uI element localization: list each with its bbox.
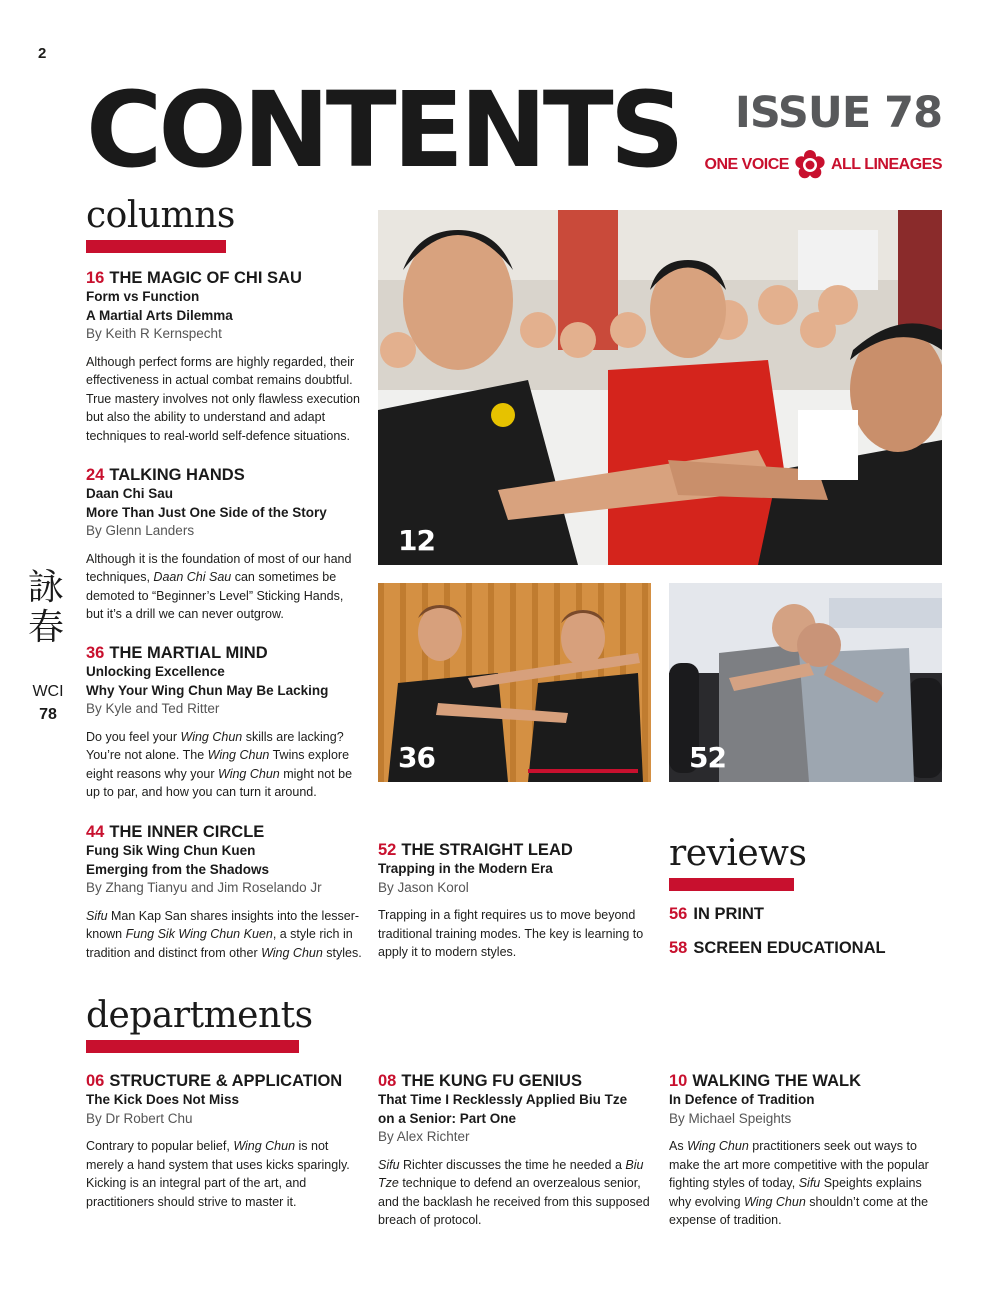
article-subtitle: Unlocking Excellence — [86, 664, 225, 679]
article-title: THE MAGIC OF CHI SAU — [109, 269, 302, 287]
article-summary: Do you feel your Wing Chun skills are lacking? You’re not alone. The Wing Chun Twins explore eight reasons why your Wing Chun might not be up to par, and how you can turn it around. — [86, 729, 353, 799]
article-08[interactable] — [378, 1071, 654, 1230]
article-24[interactable] — [86, 465, 362, 624]
article-subtitle: A Martial Arts Dilemma — [86, 307, 233, 323]
glyph-chun: 春 — [27, 607, 64, 648]
article-heading — [86, 268, 362, 288]
tagline-left: ONE VOICE — [704, 156, 789, 173]
departments-label: departments — [86, 995, 313, 1036]
photo-group-training[interactable] — [378, 210, 942, 565]
article-author: By Zhang Tianyu and Jim Roselando Jr — [86, 880, 322, 895]
article-author: By Keith R Kernspecht — [86, 326, 222, 341]
columns-section-header — [86, 195, 235, 253]
side-issue-number: 78 — [39, 706, 57, 723]
article-subtitle: Why Your Wing Chun May Be Lacking — [86, 682, 329, 698]
article-heading — [86, 465, 362, 485]
columns-label: columns — [86, 195, 235, 236]
article-page-number: 24 — [86, 466, 105, 484]
article-page-number: 52 — [378, 841, 397, 859]
article-subtitle: Trapping in the Modern Era — [378, 861, 553, 876]
article-page-number: 10 — [669, 1072, 688, 1090]
article-subtitle: Daan Chi Sau — [86, 486, 174, 501]
article-16[interactable] — [86, 268, 362, 445]
article-summary: Contrary to popular belief, Wing Chun is not merely a hand system that uses kicks sparingly. Kicking is an integral part of the art, and practitioners should strive to master it. — [86, 1139, 350, 1209]
review-title: SCREEN EDUCATIONAL — [693, 939, 886, 957]
article-author: By Glenn Landers — [86, 523, 195, 538]
photo-page-number: 52 — [689, 741, 726, 774]
article-title: THE INNER CIRCLE — [109, 823, 265, 841]
article-title: THE STRAIGHT LEAD — [401, 841, 573, 859]
review-page-number: 58 — [669, 939, 688, 957]
article-title: THE MARTIAL MIND — [109, 644, 268, 662]
article-author: By Kyle and Ted Ritter — [86, 701, 220, 716]
article-heading — [378, 840, 654, 860]
article-subtitle: Form vs Function — [86, 289, 200, 304]
article-52[interactable] — [378, 840, 654, 962]
review-title: IN PRINT — [693, 905, 764, 923]
departments-section-header — [86, 995, 313, 1053]
article-author: By Dr Robert Chu — [86, 1110, 193, 1126]
article-heading — [86, 822, 362, 842]
article-heading — [378, 1071, 654, 1091]
article-subtitle: on a Senior: Part One — [378, 1110, 517, 1126]
article-page-number: 08 — [378, 1072, 397, 1090]
reviews-section-header — [669, 833, 807, 891]
article-summary: Sifu Man Kap San shares insights into the lesser-known Fung Sik Wing Chun Kuen, a style rich in tradition and distinct from other Wing Chun styles. — [86, 908, 362, 960]
review-item-56[interactable] — [669, 905, 764, 924]
article-heading — [86, 1071, 362, 1091]
page-title: CONTENTS — [86, 69, 681, 191]
article-summary: As Wing Chun practitioners seek out ways to make the art more competitive with the popular fighting styles of today, Sifu Speights explains why evolving Wing Chun shouldn’t come at the expense of tradition. — [669, 1139, 929, 1227]
glyph-wing: 詠 — [27, 567, 64, 608]
flower-logo-icon — [795, 150, 825, 180]
review-page-number: 56 — [669, 905, 688, 923]
tagline — [705, 150, 942, 180]
article-44[interactable] — [86, 822, 362, 962]
article-page-number: 44 — [86, 823, 105, 841]
article-10[interactable] — [669, 1071, 945, 1230]
article-subtitle: In Defence of Tradition — [669, 1092, 815, 1107]
article-page-number: 06 — [86, 1072, 105, 1090]
photo-page-number: 12 — [398, 524, 435, 557]
page-number: 2 — [38, 45, 47, 62]
article-title: WALKING THE WALK — [692, 1072, 862, 1090]
photo-page-number: 36 — [398, 741, 435, 774]
chinese-characters — [26, 568, 66, 648]
article-heading — [86, 643, 362, 663]
article-06[interactable] — [86, 1071, 362, 1211]
review-item-58[interactable] — [669, 939, 886, 958]
article-title: TALKING HANDS — [109, 466, 245, 484]
article-36[interactable] — [86, 643, 362, 802]
issue-number: ISSUE 78 — [734, 88, 942, 138]
article-page-number: 36 — [86, 644, 105, 662]
article-subtitle: Fung Sik Wing Chun Kuen — [86, 843, 256, 858]
photo-twins-training[interactable] — [378, 583, 651, 782]
article-subtitle: More Than Just One Side of the Story — [86, 504, 327, 520]
article-summary: Sifu Richter discusses the time he needed a Biu Tze technique to defend an overzealous senior, and the backlash he received from this supposed breach of protocol. — [378, 1157, 650, 1227]
article-summary: Trapping in a fight requires us to move beyond traditional training modes. The key is learning to apply it to modern styles. — [378, 908, 644, 959]
article-title: THE KUNG FU GENIUS — [401, 1072, 582, 1090]
article-summary: Although it is the foundation of most of our hand techniques, Daan Chi Sau can sometimes be demoted to “Beginner’s Level” Sticking Hands, but it’s a drill we can never outgrow. — [86, 551, 352, 621]
article-author: By Alex Richter — [378, 1129, 470, 1144]
article-summary: Although perfect forms are highly regarded, their effectiveness in actual combat remains doubtful. True mastery involves not only flawless execution but also the ability to understand and adapt techniques to real-world self-defence situations. — [86, 354, 360, 443]
article-page-number: 16 — [86, 269, 105, 287]
departments-bar — [86, 1040, 299, 1053]
article-subtitle: Emerging from the Shadows — [86, 861, 270, 877]
article-heading — [669, 1071, 945, 1091]
photo-academy-training[interactable] — [669, 583, 942, 782]
side-label: WCI — [32, 683, 64, 700]
article-author: By Michael Speights — [669, 1110, 792, 1126]
tagline-right: ALL LINEAGES — [830, 156, 942, 173]
article-author: By Jason Korol — [378, 879, 469, 895]
article-subtitle: That Time I Recklessly Applied Biu Tze — [378, 1092, 628, 1107]
article-subtitle: The Kick Does Not Miss — [86, 1092, 240, 1107]
group-training-image — [378, 210, 942, 565]
columns-bar — [86, 240, 226, 253]
reviews-bar — [669, 878, 794, 891]
reviews-label: reviews — [669, 833, 807, 874]
article-title: STRUCTURE & APPLICATION — [109, 1072, 343, 1090]
